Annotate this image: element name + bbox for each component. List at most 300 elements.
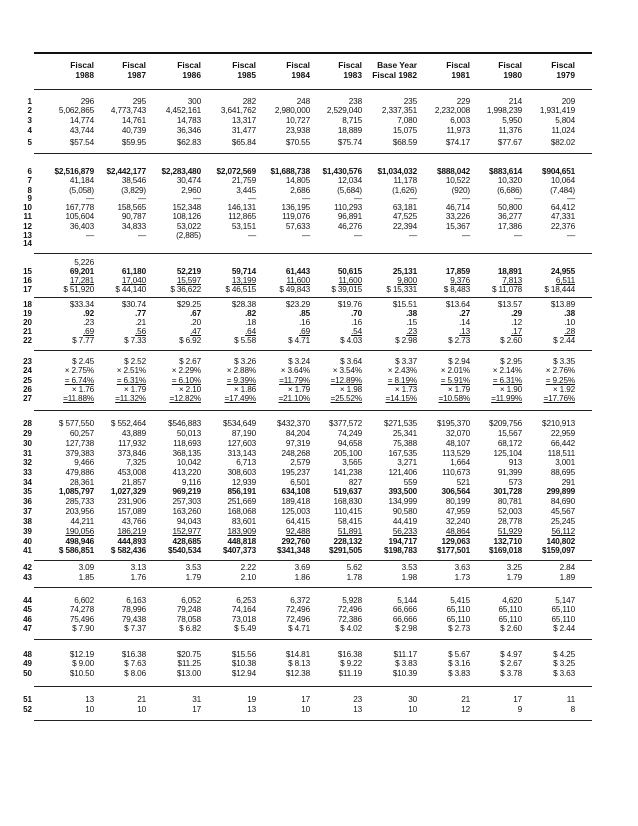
table-cell: $1,430,576 bbox=[322, 167, 362, 176]
table-cell: 4,452,161 bbox=[165, 106, 201, 115]
table-row bbox=[0, 285, 638, 295]
table-cell: $10.50 bbox=[69, 669, 94, 678]
table-row bbox=[0, 669, 638, 679]
table-row bbox=[0, 336, 638, 346]
table-cell: $74.17 bbox=[445, 138, 470, 147]
column-header-line1: Fiscal bbox=[286, 60, 310, 70]
table-cell: = 9.39% bbox=[226, 376, 256, 385]
row-number: 10 bbox=[23, 203, 32, 212]
table-cell: 9,800 bbox=[397, 276, 417, 285]
table-cell: 11,600 bbox=[338, 276, 362, 285]
row-number: 35 bbox=[23, 487, 32, 496]
table-cell: 214 bbox=[508, 97, 522, 106]
table-cell: .67 bbox=[190, 309, 201, 318]
row-number: 50 bbox=[23, 669, 32, 678]
table-cell: 74,164 bbox=[231, 605, 256, 614]
table-cell: 141,238 bbox=[333, 468, 362, 477]
table-cell: 195,237 bbox=[281, 468, 310, 477]
table-row bbox=[0, 116, 638, 126]
table-cell: $291,505 bbox=[329, 546, 362, 555]
column-header-line1: Base Year bbox=[377, 60, 417, 70]
row-number: 28 bbox=[23, 419, 32, 428]
table-cell: $ 582,436 bbox=[110, 546, 146, 555]
table-cell: .64 bbox=[245, 327, 256, 336]
table-cell: 3.53 bbox=[401, 563, 417, 572]
row-number: 34 bbox=[23, 478, 32, 487]
table-cell: 50,800 bbox=[497, 203, 522, 212]
table-cell: 2,980,000 bbox=[274, 106, 310, 115]
table-row bbox=[0, 705, 638, 715]
table-cell: $ 552,464 bbox=[110, 419, 146, 428]
table-cell: $ 3.64 bbox=[340, 357, 362, 366]
row-number: 15 bbox=[23, 267, 32, 276]
table-cell: 74,249 bbox=[337, 429, 362, 438]
table-cell: = 9.25% bbox=[545, 376, 575, 385]
table-cell: 78,058 bbox=[176, 615, 201, 624]
table-cell: 5.62 bbox=[346, 563, 362, 572]
table-cell: $ 46,515 bbox=[225, 285, 256, 294]
table-cell: 60,257 bbox=[69, 429, 94, 438]
row-number: 22 bbox=[23, 336, 32, 345]
table-cell: 573 bbox=[508, 478, 522, 487]
column-header-line1: Fiscal bbox=[338, 60, 362, 70]
table-cell: $2,283,480 bbox=[161, 167, 201, 176]
table-cell: 129,063 bbox=[441, 537, 470, 546]
row-number: 25 bbox=[23, 376, 32, 385]
table-cell: 8,715 bbox=[342, 116, 362, 125]
table-cell: $ 3.35 bbox=[553, 357, 575, 366]
table-cell: = 8.19% bbox=[387, 376, 417, 385]
table-cell: $341,348 bbox=[277, 546, 310, 555]
table-cell: $ 577,550 bbox=[58, 419, 94, 428]
divider-line bbox=[34, 89, 592, 90]
table-cell: 64,415 bbox=[285, 517, 310, 526]
table-cell: × 3.64% bbox=[280, 366, 310, 375]
table-cell: 158,565 bbox=[117, 203, 146, 212]
table-cell: 152,348 bbox=[172, 203, 201, 212]
table-cell: 11,024 bbox=[551, 126, 575, 135]
table-row bbox=[0, 429, 638, 439]
table-cell: $11.19 bbox=[338, 669, 362, 678]
table-cell: $30.74 bbox=[121, 300, 146, 309]
table-cell: 3,001 bbox=[555, 458, 575, 467]
table-cell: 32,070 bbox=[445, 429, 470, 438]
table-cell: 5,062,865 bbox=[58, 106, 94, 115]
table-cell: $ 11,078 bbox=[491, 285, 522, 294]
table-cell: 5,415 bbox=[450, 596, 470, 605]
table-cell: 23,938 bbox=[285, 126, 310, 135]
table-cell: 2.10 bbox=[240, 573, 256, 582]
table-cell: 1.76 bbox=[130, 573, 146, 582]
table-cell: 19 bbox=[247, 695, 256, 704]
table-cell: 2.84 bbox=[559, 563, 575, 572]
table-cell: 90,787 bbox=[121, 212, 146, 221]
table-cell: 22,376 bbox=[550, 222, 575, 231]
table-cell: (1,626) bbox=[392, 186, 417, 195]
table-cell: × 1.76 bbox=[71, 385, 94, 394]
row-number: 33 bbox=[23, 468, 32, 477]
table-cell: 3.09 bbox=[78, 563, 94, 572]
table-cell: $ 4.71 bbox=[288, 336, 310, 345]
table-cell: 183,909 bbox=[227, 527, 256, 536]
table-cell: 17,040 bbox=[121, 276, 146, 285]
table-cell: =25.52% bbox=[330, 394, 362, 403]
table-cell: =11.32% bbox=[115, 394, 146, 403]
row-number: 11 bbox=[23, 212, 32, 221]
table-cell: × 1.86 bbox=[233, 385, 256, 394]
column-header-line1: Fiscal bbox=[232, 60, 256, 70]
table-cell: .38 bbox=[564, 309, 575, 318]
table-cell: 136,195 bbox=[281, 203, 310, 212]
table-cell: 186,219 bbox=[117, 527, 146, 536]
table-cell: .47 bbox=[190, 327, 201, 336]
table-cell: 15,567 bbox=[497, 429, 522, 438]
table-cell: 50,013 bbox=[176, 429, 201, 438]
table-cell: × 2.01% bbox=[440, 366, 470, 375]
table-row bbox=[0, 138, 638, 148]
table-cell: $ 2.44 bbox=[553, 624, 575, 633]
table-cell: .23 bbox=[83, 318, 94, 327]
table-cell: 1,664 bbox=[450, 458, 470, 467]
table-cell: 13 bbox=[247, 705, 256, 714]
table-cell: 18,889 bbox=[337, 126, 362, 135]
table-cell: 18,891 bbox=[497, 267, 522, 276]
table-cell: $407,373 bbox=[223, 546, 256, 555]
table-cell: 17 bbox=[301, 695, 310, 704]
table-cell: 2,529,040 bbox=[326, 106, 362, 115]
table-cell: .77 bbox=[135, 309, 146, 318]
row-number: 48 bbox=[23, 650, 32, 659]
column-header-line1: Fiscal bbox=[177, 60, 201, 70]
table-cell: $ 7.37 bbox=[124, 624, 146, 633]
column-header-line2: 1981 bbox=[451, 70, 470, 80]
table-cell: 7,080 bbox=[397, 116, 417, 125]
table-cell: × 1.73 bbox=[394, 385, 417, 394]
table-cell: 6,713 bbox=[236, 458, 256, 467]
table-cell: = 6.74% bbox=[64, 376, 94, 385]
table-cell: 63,181 bbox=[392, 203, 417, 212]
row-number: 2 bbox=[27, 106, 32, 115]
table-cell: 10 bbox=[301, 705, 310, 714]
table-cell: $ 2.67 bbox=[500, 659, 522, 668]
table-cell: 53,022 bbox=[176, 222, 201, 231]
divider-line bbox=[34, 350, 592, 351]
table-cell: = 5.91% bbox=[440, 376, 470, 385]
table-cell: 14,805 bbox=[285, 176, 310, 185]
table-cell: 80,781 bbox=[497, 497, 522, 506]
column-header-line1: Fiscal bbox=[446, 60, 470, 70]
table-cell: 291 bbox=[561, 478, 575, 487]
table-cell: 21 bbox=[461, 695, 470, 704]
table-cell: 88,695 bbox=[550, 468, 575, 477]
table-cell: 91,399 bbox=[497, 468, 522, 477]
row-number: 13 bbox=[23, 231, 32, 240]
table-cell: $ 49,843 bbox=[279, 285, 310, 294]
table-cell: .16 bbox=[299, 318, 310, 327]
table-cell: 14,783 bbox=[176, 116, 201, 125]
table-cell: 66,666 bbox=[392, 605, 417, 614]
table-cell: 1.85 bbox=[78, 573, 94, 582]
table-cell: 65,110 bbox=[446, 615, 470, 624]
table-cell: 292,760 bbox=[281, 537, 310, 546]
table-cell: $33.34 bbox=[69, 300, 94, 309]
row-number: 43 bbox=[23, 573, 32, 582]
table-cell: 127,738 bbox=[65, 439, 94, 448]
table-cell: 9 bbox=[517, 705, 522, 714]
table-cell: 52,219 bbox=[176, 267, 201, 276]
table-cell: — bbox=[461, 194, 470, 203]
table-cell: $29.25 bbox=[176, 300, 201, 309]
table-cell: 209 bbox=[561, 97, 575, 106]
table-cell: $ 36,622 bbox=[170, 285, 201, 294]
table-cell: $ 7.33 bbox=[124, 336, 146, 345]
table-cell: $ 5.49 bbox=[234, 624, 256, 633]
table-cell: 7,325 bbox=[126, 458, 146, 467]
table-cell: × 2.51% bbox=[116, 366, 146, 375]
table-cell: 84,690 bbox=[550, 497, 575, 506]
table-cell: 36,277 bbox=[497, 212, 522, 221]
table-cell: 110,415 bbox=[334, 507, 362, 516]
column-header-line2: 1984 bbox=[291, 70, 310, 80]
table-cell: 285,733 bbox=[65, 497, 94, 506]
table-cell: 87,190 bbox=[231, 429, 256, 438]
row-number: 46 bbox=[23, 615, 32, 624]
table-cell: = 6.31% bbox=[492, 376, 522, 385]
table-cell: $23.29 bbox=[285, 300, 310, 309]
table-cell: 10,042 bbox=[176, 458, 201, 467]
table-cell: × 2.75% bbox=[64, 366, 94, 375]
table-cell: = 6.10% bbox=[171, 376, 201, 385]
table-cell: 6,501 bbox=[290, 478, 310, 487]
column-header-line2: Fiscal 1982 bbox=[372, 70, 417, 80]
table-cell: 22,959 bbox=[550, 429, 575, 438]
table-cell: $ 586,851 bbox=[58, 546, 94, 555]
table-cell: — bbox=[353, 194, 362, 203]
table-cell: 190,056 bbox=[65, 527, 94, 536]
table-cell: 13 bbox=[85, 695, 94, 704]
table-cell: 296 bbox=[80, 97, 94, 106]
table-cell: (3,829) bbox=[121, 186, 146, 195]
divider-line bbox=[34, 153, 592, 154]
table-cell: (6,686) bbox=[497, 186, 522, 195]
table-cell: 913 bbox=[508, 458, 522, 467]
row-number: 20 bbox=[23, 318, 32, 327]
table-cell: 1,931,419 bbox=[539, 106, 575, 115]
table-cell: $ 51,920 bbox=[63, 285, 94, 294]
table-cell: $209,756 bbox=[489, 419, 522, 428]
table-cell: 125,104 bbox=[493, 449, 522, 458]
table-cell: $28.38 bbox=[231, 300, 256, 309]
table-cell: 44,419 bbox=[392, 517, 417, 526]
column-header-line2: 1979 bbox=[556, 70, 575, 80]
table-cell: 1,085,797 bbox=[58, 487, 94, 496]
table-cell: 1.86 bbox=[294, 573, 310, 582]
table-cell: 634,108 bbox=[281, 487, 310, 496]
table-cell: 31 bbox=[192, 695, 201, 704]
row-number: 44 bbox=[23, 596, 32, 605]
table-cell: $546,883 bbox=[168, 419, 201, 428]
table-cell: 2,232,008 bbox=[434, 106, 470, 115]
table-cell: 4,620 bbox=[502, 596, 522, 605]
table-cell: $ 2.44 bbox=[553, 336, 575, 345]
row-number: 8 bbox=[27, 186, 32, 195]
table-cell: 6,163 bbox=[126, 596, 146, 605]
table-cell: =21.10% bbox=[278, 394, 310, 403]
table-cell: 5,147 bbox=[555, 596, 575, 605]
table-cell: 36,346 bbox=[176, 126, 201, 135]
table-cell: 90,580 bbox=[392, 507, 417, 516]
divider-line bbox=[34, 720, 592, 721]
table-cell: 373,846 bbox=[117, 449, 146, 458]
table-cell: .54 bbox=[351, 327, 362, 336]
row-number: 19 bbox=[23, 309, 32, 318]
table-cell: $ 15,331 bbox=[386, 285, 417, 294]
table-cell: $ 8,483 bbox=[443, 285, 470, 294]
table-cell: =14.15% bbox=[385, 394, 417, 403]
row-number: 29 bbox=[23, 429, 32, 438]
table-cell: × 1.90 bbox=[499, 385, 522, 394]
table-cell: 6,003 bbox=[450, 116, 470, 125]
table-cell: $ 4.25 bbox=[553, 650, 575, 659]
table-row bbox=[0, 458, 638, 468]
table-row bbox=[0, 517, 638, 527]
table-cell: $65.84 bbox=[231, 138, 256, 147]
table-cell: $377,572 bbox=[329, 419, 362, 428]
table-cell: 14,774 bbox=[69, 116, 94, 125]
divider-line bbox=[34, 297, 592, 298]
table-cell: 43,766 bbox=[121, 517, 146, 526]
table-cell: 167,535 bbox=[388, 449, 417, 458]
table-cell: 168,830 bbox=[333, 497, 362, 506]
table-cell: 12,939 bbox=[231, 478, 256, 487]
table-cell: — bbox=[85, 231, 94, 240]
table-cell: .21 bbox=[135, 318, 146, 327]
table-cell: $ 44,140 bbox=[115, 285, 146, 294]
table-cell: $68.59 bbox=[392, 138, 417, 147]
table-row bbox=[0, 605, 638, 615]
table-cell: 65,110 bbox=[551, 615, 575, 624]
table-cell: 61,180 bbox=[121, 267, 146, 276]
table-row bbox=[0, 126, 638, 136]
table-cell: $12.19 bbox=[69, 650, 94, 659]
table-cell: 34,833 bbox=[121, 222, 146, 231]
table-cell: 3.69 bbox=[294, 563, 310, 572]
table-cell: 3,565 bbox=[342, 458, 362, 467]
table-cell: .18 bbox=[245, 318, 256, 327]
table-row bbox=[0, 487, 638, 497]
table-cell: $210,913 bbox=[542, 419, 575, 428]
table-cell: — bbox=[85, 194, 94, 203]
row-number: 40 bbox=[23, 537, 32, 546]
table-cell: 84,204 bbox=[285, 429, 310, 438]
table-cell: — bbox=[301, 194, 310, 203]
table-cell: × 2.43% bbox=[387, 366, 417, 375]
table-cell: 112,865 bbox=[228, 212, 256, 221]
table-cell: 25,131 bbox=[392, 267, 417, 276]
table-cell: $ 2.95 bbox=[500, 357, 522, 366]
table-cell: — bbox=[408, 231, 417, 240]
table-cell: $ 7.63 bbox=[124, 659, 146, 668]
table-cell: 13,199 bbox=[231, 276, 256, 285]
table-cell: $ 7.90 bbox=[72, 624, 94, 633]
table-cell: $20.75 bbox=[176, 650, 201, 659]
table-cell: 52,003 bbox=[497, 507, 522, 516]
table-cell: $ 2.94 bbox=[448, 357, 470, 366]
row-number: 16 bbox=[23, 276, 32, 285]
table-cell: 9,376 bbox=[450, 276, 470, 285]
table-cell: 11,178 bbox=[393, 176, 417, 185]
table-cell: (5,058) bbox=[69, 186, 94, 195]
table-cell: × 2.14% bbox=[492, 366, 522, 375]
table-cell: 251,669 bbox=[227, 497, 256, 506]
table-cell: 127,603 bbox=[227, 439, 256, 448]
table-cell: — bbox=[247, 231, 256, 240]
table-cell: .85 bbox=[299, 309, 310, 318]
table-cell: 6,602 bbox=[74, 596, 94, 605]
table-cell: 393,500 bbox=[388, 487, 417, 496]
divider-line bbox=[34, 410, 592, 411]
table-cell: $159,097 bbox=[542, 546, 575, 555]
table-cell: 44,211 bbox=[70, 517, 94, 526]
table-cell: 228,132 bbox=[333, 537, 362, 546]
table-cell: .13 bbox=[459, 327, 470, 336]
row-number: 18 bbox=[23, 300, 32, 309]
table-cell: 168,068 bbox=[227, 507, 256, 516]
table-cell: $432,370 bbox=[277, 419, 310, 428]
table-cell: $2,072,569 bbox=[216, 167, 256, 176]
table-cell: =11.99% bbox=[491, 394, 522, 403]
table-cell: 134,999 bbox=[388, 497, 417, 506]
table-cell: $ 4.71 bbox=[288, 624, 310, 633]
table-cell: $ 2.60 bbox=[500, 624, 522, 633]
table-cell: 110,673 bbox=[442, 468, 470, 477]
table-cell: .69 bbox=[299, 327, 310, 336]
table-cell: — bbox=[137, 194, 146, 203]
table-cell: $13.64 bbox=[445, 300, 470, 309]
table-cell: 498,946 bbox=[65, 537, 94, 546]
table-cell: 30,474 bbox=[176, 176, 201, 185]
table-cell: 25,245 bbox=[550, 517, 575, 526]
table-cell: 132,710 bbox=[493, 537, 522, 546]
row-number: 52 bbox=[23, 705, 32, 714]
table-row bbox=[0, 439, 638, 449]
table-cell: .28 bbox=[564, 327, 575, 336]
table-cell: $16.38 bbox=[337, 650, 362, 659]
table-cell: 12 bbox=[461, 705, 470, 714]
table-cell: $ 6.82 bbox=[179, 624, 201, 633]
table-cell: 17,386 bbox=[497, 222, 522, 231]
table-cell: 56,233 bbox=[392, 527, 417, 536]
table-cell: $ 3.63 bbox=[553, 669, 575, 678]
table-cell: 68,172 bbox=[497, 439, 522, 448]
row-number: 24 bbox=[23, 366, 32, 375]
table-cell: $15.51 bbox=[392, 300, 417, 309]
table-cell: 51,929 bbox=[497, 527, 522, 536]
table-cell: 41,184 bbox=[69, 176, 94, 185]
table-cell: 1,027,329 bbox=[110, 487, 146, 496]
table-row bbox=[0, 497, 638, 507]
column-header-line2: 1986 bbox=[182, 70, 201, 80]
table-cell: 3,641,762 bbox=[220, 106, 256, 115]
table-cell: 51,891 bbox=[337, 527, 362, 536]
table-cell: $ 18,444 bbox=[544, 285, 575, 294]
table-row bbox=[0, 573, 638, 583]
table-cell: $ 2.67 bbox=[179, 357, 201, 366]
table-cell: 11 bbox=[566, 695, 575, 704]
table-cell: — bbox=[408, 194, 417, 203]
table-cell: 65,110 bbox=[498, 605, 522, 614]
table-cell: $ 7.77 bbox=[72, 336, 94, 345]
